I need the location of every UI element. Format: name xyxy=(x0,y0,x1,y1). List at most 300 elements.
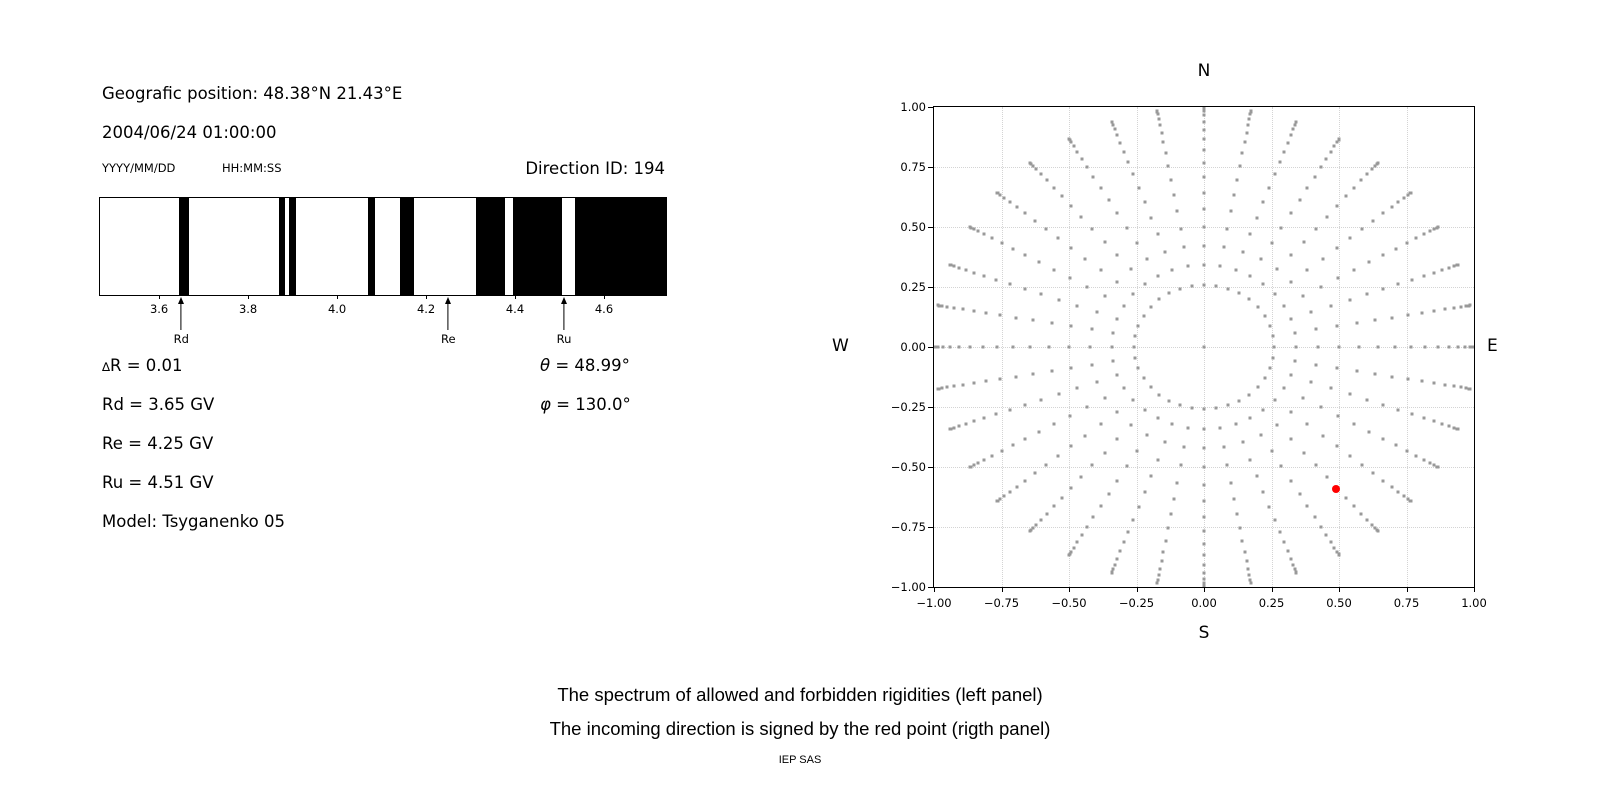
x-tick xyxy=(1204,587,1205,592)
direction-dot xyxy=(1447,346,1450,349)
direction-dot xyxy=(1086,406,1089,409)
direction-dot xyxy=(1167,164,1170,167)
direction-dot xyxy=(1203,263,1206,266)
direction-dot xyxy=(1391,375,1394,378)
direction-dot xyxy=(981,346,984,349)
direction-dot xyxy=(1325,476,1328,479)
y-tick xyxy=(928,467,933,468)
incoming-direction-point xyxy=(1332,485,1340,493)
direction-dot xyxy=(1116,317,1119,320)
direction-dot xyxy=(1099,186,1102,189)
direction-dot xyxy=(1123,305,1126,308)
direction-dot xyxy=(1092,175,1095,178)
direction-dot xyxy=(1366,398,1369,401)
direction-dot xyxy=(1247,568,1250,571)
direction-dot xyxy=(1116,254,1119,257)
direction-dot xyxy=(1203,283,1206,286)
direction-dot xyxy=(1310,311,1313,314)
direction-dot xyxy=(1357,346,1360,349)
direction-dot xyxy=(1187,426,1190,429)
direction-dot xyxy=(957,425,960,428)
direction-dot xyxy=(1268,367,1271,370)
spectrum-tick xyxy=(515,295,516,299)
cardinal-label-east: E xyxy=(1487,336,1498,356)
direction-dot xyxy=(1134,356,1137,359)
y-tick-label: 0.00 xyxy=(900,340,926,354)
direction-dot xyxy=(1256,216,1259,219)
direction-dot xyxy=(1295,346,1298,349)
direction-dot xyxy=(1157,574,1160,577)
direction-dot xyxy=(949,346,952,349)
direction-dot xyxy=(1086,166,1089,169)
direction-dot xyxy=(1441,268,1444,271)
direction-dot xyxy=(1080,476,1083,479)
direction-dot xyxy=(1164,539,1167,542)
direction-dot xyxy=(1203,577,1206,580)
direction-dot xyxy=(1129,268,1132,271)
x-tick xyxy=(934,587,935,592)
direction-dot xyxy=(1203,542,1206,545)
direction-dot xyxy=(957,266,960,269)
direction-dot xyxy=(1335,445,1338,448)
direction-dot xyxy=(1099,268,1102,271)
direction-dot xyxy=(1422,458,1425,461)
direction-dot xyxy=(1135,449,1138,452)
direction-dot xyxy=(1237,399,1240,402)
direction-dot xyxy=(1262,283,1265,286)
direction-dot xyxy=(1248,117,1251,120)
direction-dot xyxy=(964,268,967,271)
direction-dot xyxy=(1249,233,1252,236)
direction-dot xyxy=(1179,464,1182,467)
direction-dot xyxy=(1452,385,1455,388)
direction-dot xyxy=(962,383,965,386)
direction-dot xyxy=(1292,563,1295,566)
direction-dot xyxy=(1315,328,1318,331)
direction-dot xyxy=(1023,437,1026,440)
direction-dot xyxy=(1056,455,1059,458)
direction-dot xyxy=(1203,107,1206,109)
direction-dot xyxy=(1329,541,1332,544)
direction-dot xyxy=(1353,505,1356,508)
direction-dot xyxy=(999,377,1002,380)
direction-dot xyxy=(1176,481,1179,484)
direction-dot xyxy=(1473,346,1475,349)
y-tick-label: 0.75 xyxy=(900,160,926,174)
direction-dot xyxy=(1355,369,1358,372)
direction-dot xyxy=(1203,553,1206,556)
y-tick-label: 0.50 xyxy=(900,220,926,234)
direction-dot xyxy=(1289,212,1292,215)
direction-dot xyxy=(1338,553,1341,556)
direction-dot xyxy=(996,500,999,503)
direction-dot xyxy=(1345,195,1348,198)
direction-dot xyxy=(1068,346,1071,349)
grid-line-y xyxy=(934,287,1474,288)
direction-dot xyxy=(1070,246,1073,249)
direction-dot xyxy=(1349,455,1352,458)
direction-dot xyxy=(1015,375,1018,378)
spectrum-allowed-band xyxy=(513,198,562,295)
direction-dot xyxy=(1366,293,1369,296)
direction-dot xyxy=(973,271,976,274)
spectrum-allowed-band xyxy=(476,198,505,295)
direction-dot xyxy=(1247,123,1250,126)
direction-dot xyxy=(1123,541,1126,544)
direction-dot xyxy=(1112,360,1115,363)
direction-dot xyxy=(1234,423,1237,426)
direction-dot xyxy=(1290,280,1293,283)
direction-dot xyxy=(1433,382,1436,385)
direction-dot xyxy=(1123,387,1126,390)
x-tick xyxy=(1002,587,1003,592)
direction-dot xyxy=(972,227,975,230)
direction-dot xyxy=(1116,212,1119,215)
direction-id-text: Direction ID: 194 xyxy=(525,159,665,178)
direction-dot xyxy=(1119,550,1122,553)
direction-dot xyxy=(1313,516,1316,519)
direction-dot xyxy=(1113,563,1116,566)
direction-dot xyxy=(1068,138,1071,141)
direction-dot xyxy=(1273,293,1276,296)
direction-dot xyxy=(1414,454,1417,457)
direction-dot xyxy=(1222,246,1225,249)
direction-dot xyxy=(1044,227,1047,230)
direction-dot xyxy=(1084,257,1087,260)
direction-dot xyxy=(1015,206,1018,209)
direction-dot xyxy=(1143,283,1146,286)
direction-dot xyxy=(1422,233,1425,236)
direction-dot xyxy=(1203,466,1206,469)
direction-dot xyxy=(1103,451,1106,454)
direction-dot xyxy=(1116,557,1119,560)
direction-dot xyxy=(1134,335,1137,338)
direction-dot xyxy=(1260,433,1263,436)
direction-dot xyxy=(1372,472,1375,475)
direction-dot xyxy=(1373,372,1376,375)
direction-dot xyxy=(1039,173,1042,176)
direction-dot xyxy=(1203,128,1206,131)
re-value-text: Re = 4.25 GV xyxy=(102,434,214,453)
direction-dot xyxy=(942,346,945,349)
direction-dot xyxy=(1306,505,1309,508)
direction-dot xyxy=(1249,458,1252,461)
direction-dot xyxy=(1366,173,1369,176)
direction-dot xyxy=(1137,367,1140,370)
direction-dot xyxy=(983,417,986,420)
direction-dot xyxy=(1125,465,1128,468)
direction-dot xyxy=(1236,178,1239,181)
direction-dot xyxy=(1432,271,1435,274)
y-tick-label: −0.50 xyxy=(890,460,926,474)
direction-dot xyxy=(1112,331,1115,334)
grid-line-x xyxy=(1407,107,1408,587)
direction-dot xyxy=(1242,441,1245,444)
direction-dot xyxy=(1283,150,1286,153)
direction-dot xyxy=(1361,227,1364,230)
x-tick xyxy=(1272,587,1273,592)
direction-dot xyxy=(1132,518,1135,521)
spectrum-allowed-band xyxy=(368,198,375,295)
direction-dot xyxy=(1337,277,1340,280)
direction-dot xyxy=(1394,247,1397,250)
direction-dot xyxy=(1037,261,1040,264)
direction-dot xyxy=(1167,527,1170,530)
direction-dot xyxy=(1052,268,1055,271)
direction-dot xyxy=(953,306,956,309)
direction-dot xyxy=(1402,495,1405,498)
direction-dot xyxy=(972,309,975,312)
direction-dot xyxy=(1335,366,1338,369)
x-tick xyxy=(1137,587,1138,592)
phi-value-text: φ = 130.0° xyxy=(540,395,631,414)
direction-dot xyxy=(1241,539,1244,542)
spectrum-allowed-band xyxy=(279,198,285,295)
direction-dot xyxy=(1068,553,1071,556)
direction-dot xyxy=(1113,128,1116,131)
direction-dot xyxy=(1325,216,1328,219)
direction-dot xyxy=(1368,430,1371,433)
direction-dot xyxy=(1037,430,1040,433)
y-tick xyxy=(928,407,933,408)
direction-dot xyxy=(1247,298,1250,301)
spectrum-tick-label: 4.6 xyxy=(594,302,614,316)
theta-symbol: θ xyxy=(540,356,551,375)
direction-dot xyxy=(1023,254,1026,257)
direction-dot xyxy=(1233,497,1236,500)
direction-dot xyxy=(949,428,952,431)
direction-dot xyxy=(1317,346,1320,349)
direction-dot xyxy=(1125,226,1128,229)
direction-dot xyxy=(1306,268,1309,271)
direction-dot xyxy=(1273,518,1276,521)
direction-dot xyxy=(1290,411,1293,414)
direction-dot xyxy=(1463,346,1466,349)
direction-dot xyxy=(1321,257,1324,260)
direction-dot xyxy=(1409,346,1412,349)
direction-dot xyxy=(1070,486,1073,489)
direction-dot xyxy=(1268,324,1271,327)
direction-dot xyxy=(985,380,988,383)
direction-dot xyxy=(1406,377,1409,380)
direction-dot xyxy=(1060,496,1063,499)
direction-dot xyxy=(1129,423,1132,426)
direction-dot xyxy=(1397,408,1400,411)
direction-dot xyxy=(1314,227,1317,230)
direction-dot xyxy=(972,382,975,385)
direction-dot xyxy=(1112,123,1115,126)
direction-dot xyxy=(1156,113,1159,116)
direction-dot xyxy=(1086,526,1089,529)
direction-dot xyxy=(1422,274,1425,277)
direction-dot xyxy=(1050,322,1053,325)
caption-line-2: The incoming direction is signed by the red point (rigth panel) xyxy=(549,718,1051,739)
direction-dot xyxy=(1092,516,1095,519)
direction-dot xyxy=(1302,451,1305,454)
direction-dot xyxy=(1382,288,1385,291)
direction-dot xyxy=(1076,387,1079,390)
direction-dot xyxy=(1382,254,1385,257)
rigidity-spectrum-axis xyxy=(99,295,665,350)
direction-dot xyxy=(1314,464,1317,467)
direction-dot xyxy=(1137,324,1140,327)
direction-dot xyxy=(1278,530,1281,533)
direction-dot xyxy=(1157,117,1160,120)
direction-dot xyxy=(1076,150,1079,153)
direction-dot xyxy=(999,314,1002,317)
direction-dot xyxy=(1289,374,1292,377)
direction-dot xyxy=(1436,226,1439,229)
direction-dot xyxy=(1203,447,1206,450)
direction-dot xyxy=(1156,233,1159,236)
direction-dot xyxy=(1273,398,1276,401)
direction-dot xyxy=(1293,123,1296,126)
direction-dot xyxy=(1245,131,1248,134)
direction-dot xyxy=(1158,568,1161,571)
direction-dot xyxy=(1008,408,1011,411)
direction-dot xyxy=(1172,497,1175,500)
x-tick-label: −0.25 xyxy=(1118,596,1155,610)
direction-dot xyxy=(1115,411,1118,414)
direction-dot xyxy=(1203,138,1206,141)
direction-dot xyxy=(1052,423,1055,426)
y-tick xyxy=(928,347,933,348)
direction-dot xyxy=(1072,546,1075,549)
direction-dot xyxy=(1278,161,1281,164)
direction-dot xyxy=(1249,109,1252,112)
direction-dot xyxy=(1029,529,1032,532)
x-tick-label: 1.00 xyxy=(1461,596,1487,610)
direction-dot xyxy=(1280,226,1283,229)
direction-dot xyxy=(1203,483,1206,486)
cardinal-label-north: N xyxy=(1197,61,1211,81)
direction-plot xyxy=(832,61,1498,643)
ru-value-text: Ru = 4.51 GV xyxy=(102,473,214,492)
direction-dot xyxy=(1286,141,1289,144)
direction-dot xyxy=(1164,441,1167,444)
direction-dot xyxy=(1203,149,1206,152)
direction-dot xyxy=(1405,449,1408,452)
direction-dot xyxy=(1070,205,1073,208)
direction-dot xyxy=(1242,250,1245,253)
direction-dot xyxy=(1391,316,1394,319)
x-tick xyxy=(1069,587,1070,592)
y-tick xyxy=(928,107,933,108)
x-tick-label: 0.50 xyxy=(1326,596,1352,610)
direction-dot xyxy=(1271,335,1274,338)
direction-dot xyxy=(1337,414,1340,417)
direction-dot xyxy=(996,191,999,194)
direction-dot xyxy=(1091,464,1094,467)
direction-dot xyxy=(1393,346,1396,349)
direction-dot xyxy=(1115,280,1118,283)
direction-dot xyxy=(1360,512,1363,515)
direction-dot xyxy=(1295,571,1298,574)
spectrum-allowed-band xyxy=(400,198,415,295)
x-tick-label: −0.75 xyxy=(983,596,1020,610)
direction-dot xyxy=(1335,246,1338,249)
direction-dot xyxy=(1044,464,1047,467)
direction-dot xyxy=(1164,152,1167,155)
y-tick-label: −1.00 xyxy=(890,580,926,594)
direction-dot xyxy=(1203,408,1206,411)
direction-dot xyxy=(1289,317,1292,320)
direction-dot xyxy=(1289,134,1292,137)
direction-dot xyxy=(1249,417,1252,420)
direction-dot xyxy=(1032,372,1035,375)
direction-dot xyxy=(1280,465,1283,468)
direction-dot xyxy=(1249,274,1252,277)
direction-dot xyxy=(1023,404,1026,407)
direction-dot xyxy=(1306,186,1309,189)
x-tick-label: 0.25 xyxy=(1258,596,1285,610)
direction-dot xyxy=(1127,530,1130,533)
direction-dot xyxy=(1456,263,1459,266)
direction-dot xyxy=(1436,346,1439,349)
direction-dot xyxy=(1203,529,1206,532)
rigidity-spectrum-panel xyxy=(99,197,667,296)
direction-dot xyxy=(1172,194,1175,197)
direction-dot xyxy=(941,305,944,308)
direction-dot xyxy=(1456,346,1459,349)
direction-dot xyxy=(1420,311,1423,314)
model-text: Model: Tsyganenko 05 xyxy=(102,512,286,531)
spectrum-tick-label: 4.2 xyxy=(416,302,436,316)
x-tick-label: 0.00 xyxy=(1191,596,1217,610)
direction-dot xyxy=(1226,404,1229,407)
direction-dot xyxy=(1376,529,1379,532)
direction-dot xyxy=(958,346,961,349)
direction-dot xyxy=(1068,277,1071,280)
direction-dot xyxy=(1070,445,1073,448)
direction-dot xyxy=(1222,445,1225,448)
direction-dot xyxy=(1203,428,1206,431)
direction-dot xyxy=(1150,475,1153,478)
direction-dot xyxy=(1256,306,1259,309)
direction-dot xyxy=(1273,173,1276,176)
time-format-label: HH:MM:SS xyxy=(222,161,282,175)
direction-dot xyxy=(1143,491,1146,494)
direction-dot xyxy=(1008,491,1011,494)
direction-dot xyxy=(1145,433,1148,436)
direction-dot xyxy=(1203,176,1206,179)
direction-dot xyxy=(1169,513,1172,516)
direction-dot xyxy=(977,461,980,464)
direction-dot xyxy=(1436,466,1439,469)
direction-dot xyxy=(1390,206,1393,209)
direction-dot xyxy=(1414,237,1417,240)
direction-dot xyxy=(1179,287,1182,290)
direction-dot xyxy=(1076,305,1079,308)
direction-dot xyxy=(1143,201,1146,204)
direction-dot xyxy=(1160,560,1163,563)
direction-dot xyxy=(1271,356,1274,359)
y-tick-label: 0.25 xyxy=(900,280,926,294)
theta-value-text: θ = 48.99° xyxy=(540,356,630,375)
direction-dot xyxy=(1292,128,1295,131)
direction-dot xyxy=(1268,505,1271,508)
x-tick xyxy=(1474,587,1475,592)
direction-dot xyxy=(991,237,994,240)
direction-dot xyxy=(937,304,940,307)
direction-dot xyxy=(1032,319,1035,322)
direction-dot xyxy=(1333,145,1336,148)
direction-dot xyxy=(1168,292,1171,295)
direction-dot xyxy=(1162,141,1165,144)
direction-dot xyxy=(1319,526,1322,529)
direction-dot xyxy=(1382,212,1385,215)
direction-dot xyxy=(983,274,986,277)
